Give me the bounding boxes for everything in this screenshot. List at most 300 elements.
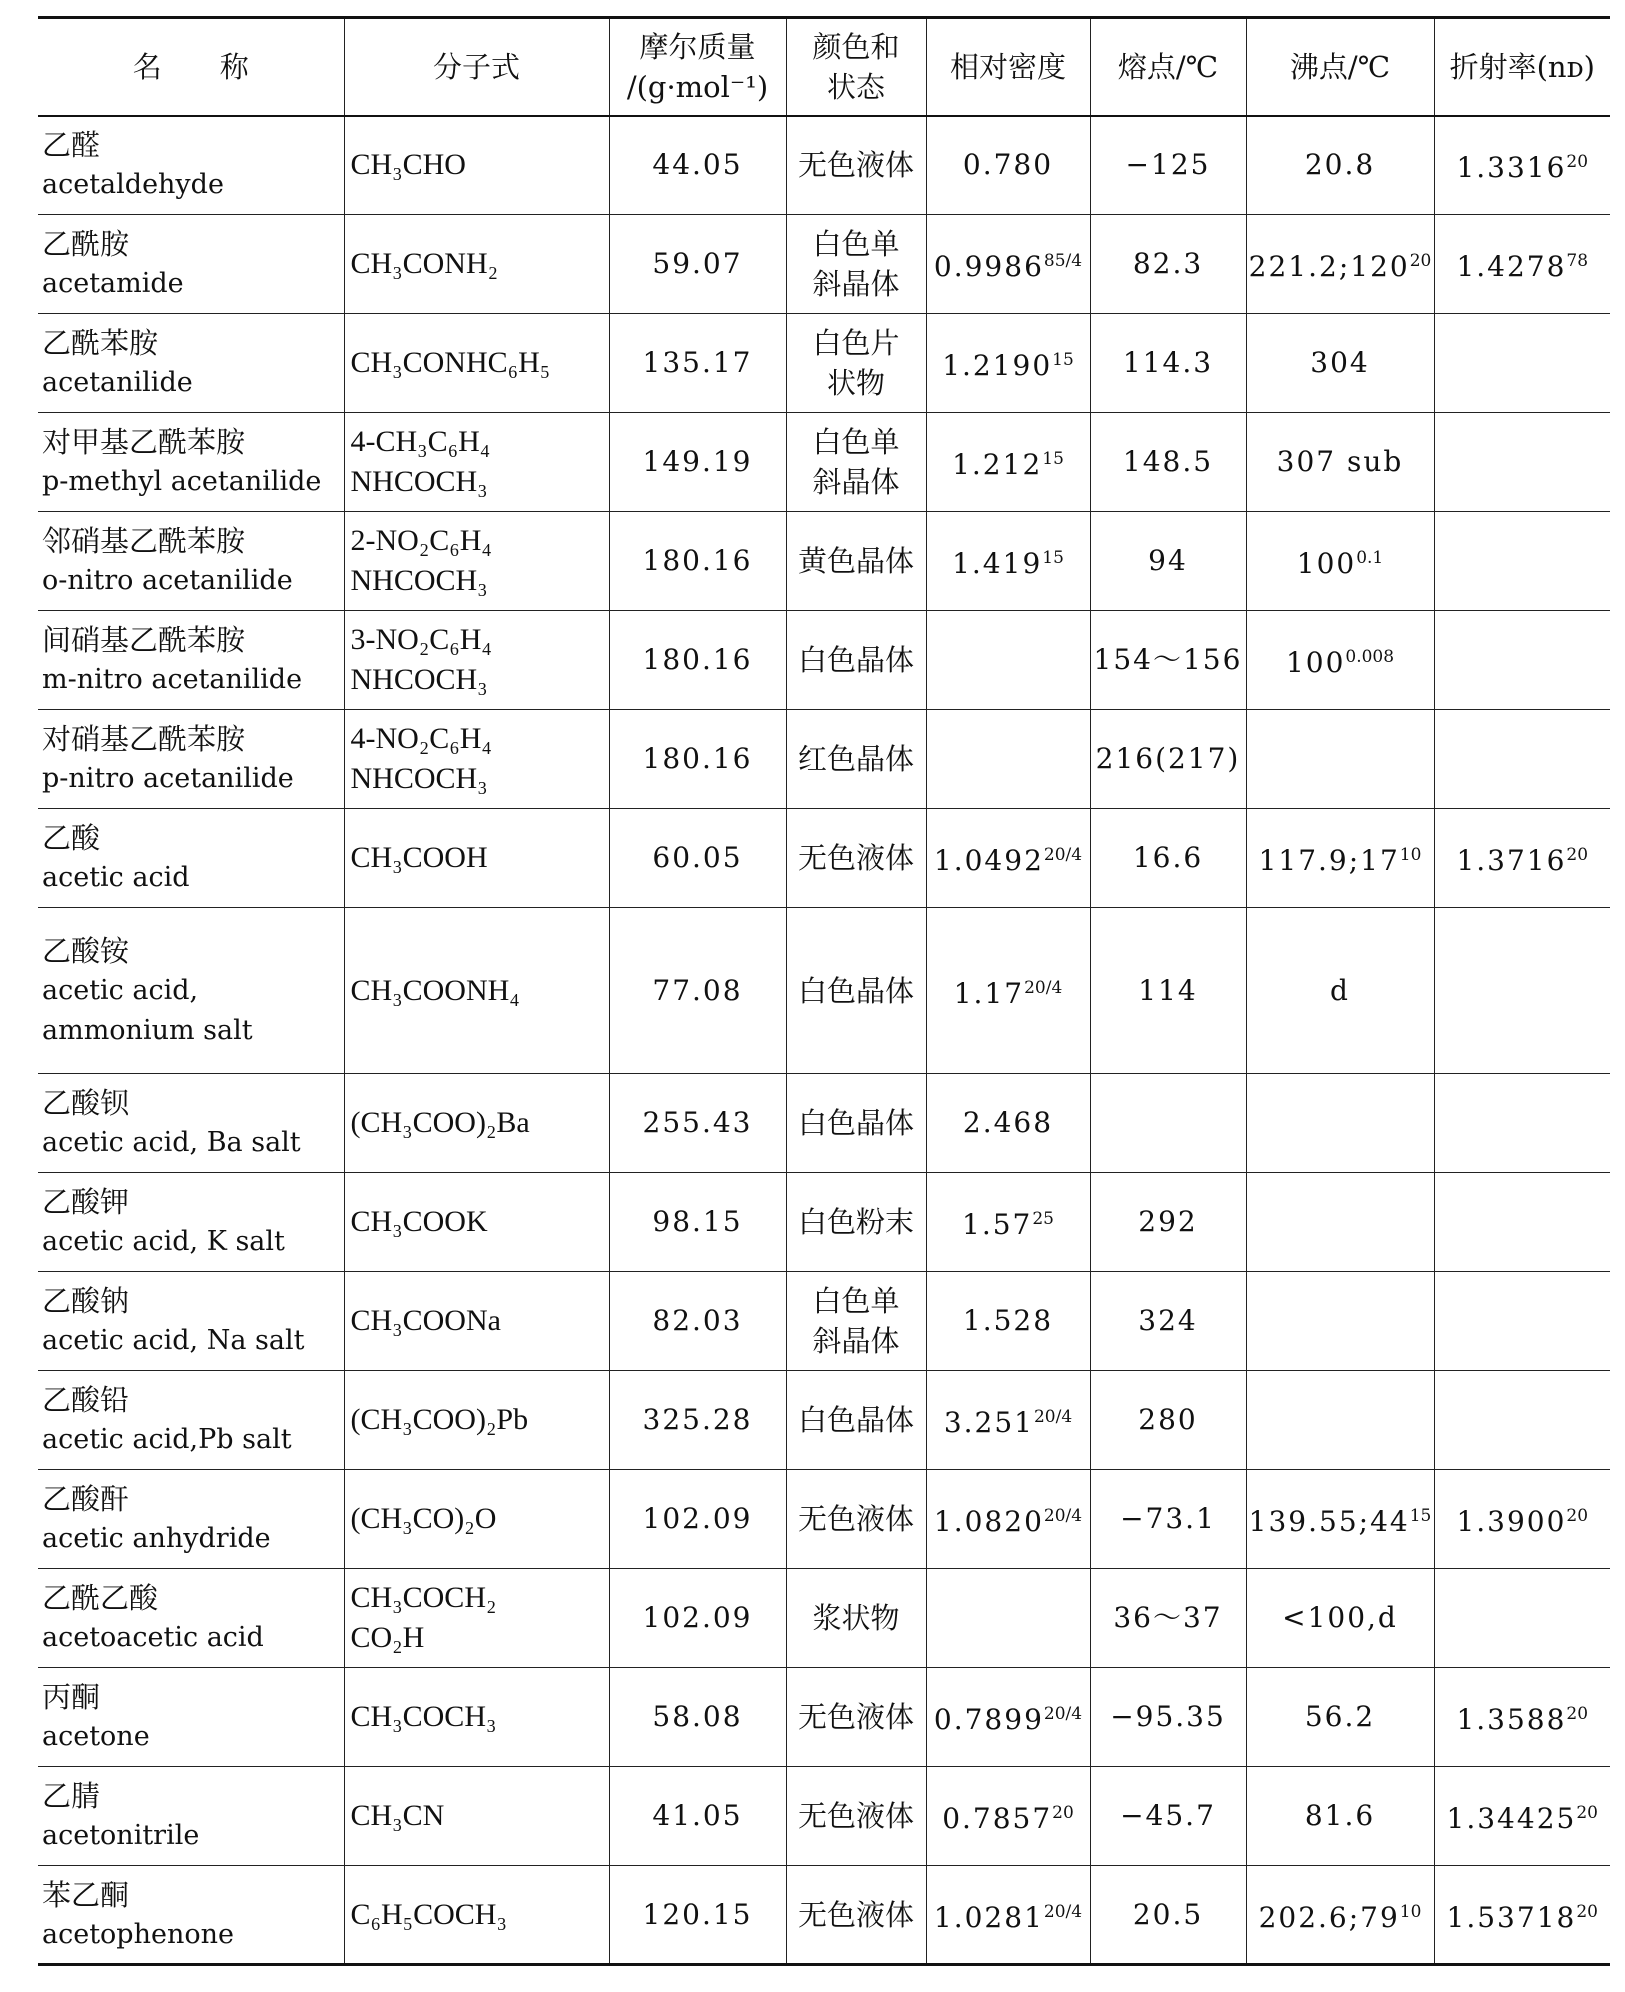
density-condition: 20: [1052, 1803, 1074, 1823]
cell-name: [38, 1173, 344, 1272]
refractive-index-value: 1.34425: [1446, 1802, 1577, 1835]
chinese-name: 乙酸铵: [42, 933, 130, 968]
refractive-index-value: 1.3900: [1456, 1505, 1567, 1538]
refractive-index-condition: 20: [1566, 1506, 1589, 1526]
molar-mass-value: 180.16: [642, 643, 753, 676]
cell-density: [926, 215, 1090, 314]
density-value: 1.0492: [933, 844, 1044, 877]
cell-refractive-index: [1434, 908, 1610, 1074]
melting-point-value: −45.7: [1120, 1799, 1216, 1832]
melting-point-value: −125: [1125, 148, 1211, 182]
color-state-text: 无色液体: [797, 1700, 914, 1734]
cell-molar-mass: [609, 1173, 786, 1272]
cell-name: [38, 611, 344, 710]
chinese-name: 间硝基乙酰苯胺: [42, 623, 246, 657]
boiling-point-value: 100: [1296, 547, 1357, 580]
cell-melting-point: [1090, 809, 1246, 908]
molar-mass-value: 325.28: [642, 1403, 753, 1436]
table-row: [38, 1470, 1610, 1569]
color-state-text: 白色单 斜晶体: [812, 425, 900, 499]
refractive-index-value: 1.53718: [1446, 1900, 1577, 1934]
cell-molar-mass: [609, 710, 786, 809]
cell-boiling-point: [1246, 314, 1434, 413]
melting-point-value: 114.3: [1122, 346, 1214, 379]
english-name: acetone: [42, 1721, 150, 1752]
molar-mass-value: 98.15: [652, 1205, 743, 1238]
cell-name: [38, 710, 344, 809]
density-value: 1.17: [953, 976, 1025, 1010]
cell-density: [926, 611, 1090, 710]
cell-boiling-point: [1246, 1767, 1434, 1866]
cell-density: [926, 1272, 1090, 1371]
header-melting-point: 熔点/℃: [1090, 18, 1246, 116]
boiling-point-value: d: [1330, 973, 1350, 1007]
cell-name: [38, 413, 344, 512]
cell-formula: [344, 710, 609, 809]
cell-boiling-point: [1246, 1866, 1434, 1965]
cell-color-state: [786, 710, 926, 809]
refractive-index-value: 1.4278: [1456, 250, 1567, 283]
formula-text: 2-NO₂C₆H₄ NHCOCH₃: [350, 524, 492, 597]
cell-color-state: [786, 1272, 926, 1371]
header-density: 相对密度: [926, 18, 1090, 116]
refractive-index-condition: 20: [1566, 1704, 1589, 1724]
cell-name: [38, 908, 344, 1074]
table-row: [38, 1866, 1610, 1965]
cell-density: [926, 710, 1090, 809]
melting-point-value: 114: [1138, 973, 1198, 1007]
formula-text: CH₃COCH₂ CO₂H: [350, 1581, 497, 1654]
cell-refractive-index: [1434, 611, 1610, 710]
boiling-point-value: 307 sub: [1276, 445, 1404, 478]
chinese-name: 对硝基乙酰苯胺: [42, 722, 246, 756]
cell-boiling-point: [1246, 908, 1434, 1074]
color-state-text: 白色片 状物: [812, 326, 900, 400]
cell-boiling-point: [1246, 1371, 1434, 1470]
cell-molar-mass: [609, 1272, 786, 1371]
cell-formula: [344, 1272, 609, 1371]
color-state-text: 浆状物: [812, 1601, 900, 1635]
cell-color-state: [786, 1371, 926, 1470]
density-condition: 15: [1042, 449, 1064, 469]
table-row: [38, 611, 1610, 710]
melting-point-value: 216(217): [1095, 742, 1241, 775]
cell-formula: [344, 1470, 609, 1569]
cell-refractive-index: [1434, 710, 1610, 809]
color-state-text: 无色液体: [797, 841, 914, 875]
properties-table: [38, 16, 1610, 1966]
cell-refractive-index: [1434, 1371, 1610, 1470]
color-state-text: 白色晶体: [797, 973, 914, 1008]
cell-color-state: [786, 1866, 926, 1965]
cell-boiling-point: [1246, 116, 1434, 215]
density-value: 2.468: [962, 1106, 1054, 1139]
color-state-text: 无色液体: [797, 1897, 914, 1932]
cell-color-state: [786, 1470, 926, 1569]
cell-molar-mass: [609, 1767, 786, 1866]
density-value: 1.528: [962, 1304, 1054, 1337]
melting-point-value: 16.6: [1132, 841, 1204, 874]
melting-point-value: 20.5: [1132, 1897, 1204, 1931]
cell-density: [926, 809, 1090, 908]
chinese-name: 对甲基乙酰苯胺: [42, 425, 246, 459]
formula-text: 4-NO₂C₆H₄ NHCOCH₃: [350, 722, 492, 795]
chinese-name: 乙酸铅: [42, 1383, 130, 1417]
chinese-name: 乙酸钠: [42, 1284, 130, 1318]
cell-melting-point: [1090, 116, 1246, 215]
cell-density: [926, 116, 1090, 215]
molar-mass-value: 120.15: [642, 1897, 753, 1931]
formula-text: C₆H₅COCH₃: [350, 1897, 507, 1931]
molar-mass-value: 82.03: [652, 1304, 743, 1337]
molar-mass-value: 41.05: [652, 1799, 743, 1832]
table-row: [38, 116, 1610, 215]
boiling-point-condition: 10: [1399, 1901, 1422, 1922]
cell-refractive-index: [1434, 1074, 1610, 1173]
molar-mass-value: 77.08: [652, 973, 743, 1007]
melting-point-value: 154～156: [1093, 643, 1243, 676]
cell-melting-point: [1090, 1470, 1246, 1569]
cell-name: [38, 512, 344, 611]
cell-density: [926, 1866, 1090, 1965]
cell-name: [38, 1767, 344, 1866]
chinese-name: 乙酸酐: [42, 1482, 130, 1516]
english-name: acetoacetic acid: [42, 1622, 264, 1653]
boiling-point-value: 100: [1285, 646, 1346, 679]
cell-refractive-index: [1434, 413, 1610, 512]
cell-color-state: [786, 1074, 926, 1173]
cell-refractive-index: [1434, 314, 1610, 413]
english-name: p-methyl acetanilide: [42, 466, 322, 497]
molar-mass-value: 60.05: [652, 841, 743, 874]
color-state-text: 白色晶体: [797, 1106, 914, 1140]
cell-boiling-point: [1246, 1569, 1434, 1668]
molar-mass-value: 102.09: [642, 1502, 753, 1535]
cell-name: [38, 1668, 344, 1767]
cell-boiling-point: [1246, 413, 1434, 512]
cell-refractive-index: [1434, 215, 1610, 314]
cell-refractive-index: [1434, 1668, 1610, 1767]
density-value: 0.9986: [933, 250, 1044, 283]
table-row: [38, 314, 1610, 413]
cell-molar-mass: [609, 1866, 786, 1965]
chinese-name: 乙酸钾: [42, 1185, 130, 1219]
table-row: [38, 215, 1610, 314]
density-value: 0.7857: [942, 1802, 1053, 1835]
cell-color-state: [786, 908, 926, 1074]
cell-refractive-index: [1434, 1866, 1610, 1965]
english-name: o-nitro acetanilide: [42, 565, 293, 596]
header-formula: 分子式: [344, 18, 609, 116]
boiling-point-value: 304: [1310, 346, 1370, 379]
color-state-text: 白色晶体: [797, 1403, 914, 1437]
cell-boiling-point: [1246, 1668, 1434, 1767]
english-name: acetonitrile: [42, 1820, 200, 1851]
molar-mass-value: 135.17: [642, 346, 753, 379]
cell-name: [38, 1470, 344, 1569]
molar-mass-value: 180.16: [642, 544, 753, 577]
cell-molar-mass: [609, 1470, 786, 1569]
cell-molar-mass: [609, 215, 786, 314]
cell-formula: [344, 1866, 609, 1965]
cell-formula: [344, 215, 609, 314]
cell-name: [38, 1569, 344, 1668]
header-name: 名 称: [38, 18, 344, 116]
cell-boiling-point: [1246, 1173, 1434, 1272]
english-name: acetic acid, ammonium salt: [42, 974, 253, 1046]
cell-refractive-index: [1434, 116, 1610, 215]
molar-mass-value: 180.16: [642, 742, 753, 775]
boiling-point-value: 139.55;44: [1248, 1505, 1410, 1538]
melting-point-value: 36～37: [1113, 1601, 1223, 1634]
cell-molar-mass: [609, 1371, 786, 1470]
cell-density: [926, 1371, 1090, 1470]
chinese-name: 乙酸: [42, 821, 101, 855]
cell-color-state: [786, 611, 926, 710]
cell-melting-point: [1090, 1074, 1246, 1173]
density-value: 1.2190: [942, 349, 1053, 382]
english-name: acetanilide: [42, 367, 193, 398]
density-condition: 20/4: [1043, 1704, 1083, 1724]
formula-text: CH₃CN: [350, 1799, 445, 1832]
molar-mass-value: 149.19: [642, 445, 753, 478]
cell-melting-point: [1090, 1371, 1246, 1470]
header-color-state: 颜色和 状态: [786, 18, 926, 116]
table-row: [38, 809, 1610, 908]
molar-mass-value: 44.05: [652, 148, 743, 182]
cell-molar-mass: [609, 116, 786, 215]
cell-density: [926, 314, 1090, 413]
table-row: [38, 1569, 1610, 1668]
cell-name: [38, 1074, 344, 1173]
chinese-name: 乙酰胺: [42, 227, 130, 261]
english-name: acetophenone: [42, 1918, 234, 1950]
melting-point-value: 280: [1138, 1403, 1198, 1436]
refractive-index-value: 1.3588: [1456, 1703, 1567, 1736]
cell-formula: [344, 809, 609, 908]
cell-melting-point: [1090, 413, 1246, 512]
color-state-text: 白色粉末: [797, 1205, 914, 1239]
cell-formula: [344, 1074, 609, 1173]
formula-text: (CH₃COO)₂Pb: [350, 1403, 529, 1436]
english-name: acetaldehyde: [42, 169, 224, 201]
table-row: [38, 512, 1610, 611]
formula-text: CH₃COOK: [350, 1205, 488, 1238]
cell-formula: [344, 1569, 609, 1668]
boiling-point-condition: 0.008: [1345, 647, 1395, 667]
cell-molar-mass: [609, 1668, 786, 1767]
boiling-point-value: 117.9;17: [1258, 844, 1400, 877]
chinese-name: 丙酮: [42, 1680, 101, 1714]
cell-formula: [344, 908, 609, 1074]
chinese-name: 乙酰苯胺: [42, 326, 159, 360]
cell-name: [38, 1272, 344, 1371]
cell-molar-mass: [609, 611, 786, 710]
cell-melting-point: [1090, 1569, 1246, 1668]
english-name: acetic acid, K salt: [42, 1226, 285, 1257]
table-row: [38, 1272, 1610, 1371]
cell-molar-mass: [609, 1569, 786, 1668]
cell-molar-mass: [609, 314, 786, 413]
cell-density: [926, 512, 1090, 611]
density-value: 0.7899: [933, 1703, 1044, 1736]
density-condition: 15: [1052, 350, 1074, 370]
cell-melting-point: [1090, 710, 1246, 809]
color-state-text: 无色液体: [797, 148, 914, 183]
cell-refractive-index: [1434, 1470, 1610, 1569]
english-name: acetic acid,Pb salt: [42, 1424, 292, 1455]
density-condition: 20/4: [1043, 1901, 1083, 1922]
boiling-point-value: <100,d: [1282, 1601, 1398, 1634]
color-state-text: 无色液体: [797, 1502, 914, 1536]
table-body: [38, 116, 1610, 1965]
table-row: [38, 1173, 1610, 1272]
cell-formula: [344, 314, 609, 413]
formula-text: CH₃CONH₂: [350, 247, 499, 280]
table-row: [38, 413, 1610, 512]
cell-melting-point: [1090, 1272, 1246, 1371]
cell-molar-mass: [609, 1074, 786, 1173]
cell-melting-point: [1090, 1767, 1246, 1866]
density-value: 1.419: [952, 547, 1043, 580]
table-row: [38, 1767, 1610, 1866]
refractive-index-condition: 20: [1566, 152, 1589, 173]
table-row: [38, 710, 1610, 809]
chinese-name: 乙醛: [42, 128, 101, 163]
cell-boiling-point: [1246, 1470, 1434, 1569]
cell-boiling-point: [1246, 1074, 1434, 1173]
english-name: acetic acid: [42, 862, 190, 893]
table-row: [38, 1074, 1610, 1173]
boiling-point-condition: 15: [1409, 1506, 1432, 1526]
cell-density: [926, 908, 1090, 1074]
cell-boiling-point: [1246, 215, 1434, 314]
header-molar-mass: 摩尔质量 /(g·mol⁻¹): [609, 18, 786, 116]
density-value: 1.57: [962, 1208, 1033, 1241]
refractive-index-condition: 20: [1576, 1803, 1598, 1823]
formula-text: CH₃COONH₄: [350, 973, 520, 1007]
boiling-point-condition: 0.1: [1356, 548, 1384, 568]
cell-formula: [344, 611, 609, 710]
density-condition: 20/4: [1024, 977, 1063, 998]
cell-color-state: [786, 512, 926, 611]
formula-text: CH₃CHO: [350, 148, 466, 182]
cell-color-state: [786, 1173, 926, 1272]
color-state-text: 白色单 斜晶体: [812, 1284, 900, 1358]
chinese-name: 乙腈: [42, 1779, 101, 1813]
english-name: m-nitro acetanilide: [42, 664, 303, 695]
cell-color-state: [786, 1569, 926, 1668]
cell-melting-point: [1090, 1173, 1246, 1272]
cell-color-state: [786, 215, 926, 314]
density-value: 1.212: [952, 448, 1043, 481]
color-state-text: 白色晶体: [797, 643, 914, 677]
cell-refractive-index: [1434, 1569, 1610, 1668]
melting-point-value: 292: [1138, 1205, 1198, 1238]
density-condition: 15: [1042, 548, 1064, 568]
cell-refractive-index: [1434, 1767, 1610, 1866]
refractive-index-value: 1.3316: [1456, 151, 1567, 185]
boiling-point-value: 81.6: [1304, 1799, 1376, 1832]
table-row: [38, 1668, 1610, 1767]
molar-mass-value: 102.09: [642, 1601, 753, 1634]
melting-point-value: −95.35: [1110, 1700, 1226, 1733]
table-row: [38, 908, 1610, 1074]
melting-point-value: −73.1: [1120, 1502, 1216, 1535]
refractive-index-value: 1.3716: [1456, 844, 1567, 877]
refractive-index-condition: 78: [1566, 251, 1589, 271]
formula-text: CH₃CONHC₆H₅: [350, 346, 551, 379]
color-state-text: 白色单 斜晶体: [812, 227, 900, 301]
cell-density: [926, 1767, 1090, 1866]
cell-name: [38, 809, 344, 908]
color-state-text: 红色晶体: [797, 742, 914, 776]
cell-density: [926, 1074, 1090, 1173]
boiling-point-value: 202.6;79: [1258, 1900, 1400, 1934]
boiling-point-condition: 10: [1399, 845, 1422, 865]
english-name: acetamide: [42, 268, 184, 299]
cell-formula: [344, 1173, 609, 1272]
cell-refractive-index: [1434, 809, 1610, 908]
cell-molar-mass: [609, 809, 786, 908]
cell-melting-point: [1090, 908, 1246, 1074]
cell-boiling-point: [1246, 710, 1434, 809]
cell-formula: [344, 1767, 609, 1866]
cell-boiling-point: [1246, 1272, 1434, 1371]
refractive-index-condition: 20: [1576, 1901, 1598, 1922]
chinese-name: 乙酰乙酸: [42, 1581, 159, 1615]
cell-density: [926, 1173, 1090, 1272]
cell-name: [38, 116, 344, 215]
density-condition: 20/4: [1033, 1407, 1073, 1427]
cell-formula: [344, 1668, 609, 1767]
chinese-name: 苯乙酮: [42, 1877, 130, 1912]
cell-density: [926, 1470, 1090, 1569]
formula-text: (CH₃COO)₂Ba: [350, 1106, 530, 1139]
formula-text: CH₃COOH: [350, 841, 488, 874]
cell-color-state: [786, 1668, 926, 1767]
molar-mass-value: 255.43: [642, 1106, 753, 1139]
density-value: 3.251: [943, 1406, 1034, 1439]
cell-formula: [344, 116, 609, 215]
formula-text: CH₃COONa: [350, 1304, 501, 1337]
cell-molar-mass: [609, 512, 786, 611]
density-value: 1.0281: [933, 1900, 1044, 1934]
cell-name: [38, 1371, 344, 1470]
header-row: [38, 18, 1610, 116]
cell-name: [38, 1866, 344, 1965]
density-condition: 20/4: [1043, 845, 1083, 865]
formula-text: 4-CH₃C₆H₄ NHCOCH₃: [350, 425, 491, 498]
boiling-point-value: 20.8: [1304, 148, 1376, 182]
melting-point-value: 324: [1138, 1304, 1198, 1337]
cell-refractive-index: [1434, 1173, 1610, 1272]
density-condition: 20/4: [1043, 1506, 1083, 1526]
cell-density: [926, 413, 1090, 512]
cell-boiling-point: [1246, 611, 1434, 710]
density-condition: 85/4: [1043, 251, 1083, 271]
melting-point-value: 82.3: [1132, 247, 1204, 280]
properties-table-container: [38, 16, 1610, 1966]
english-name: acetic acid, Na salt: [42, 1325, 305, 1356]
cell-melting-point: [1090, 611, 1246, 710]
cell-molar-mass: [609, 908, 786, 1074]
cell-molar-mass: [609, 413, 786, 512]
cell-name: [38, 314, 344, 413]
cell-density: [926, 1668, 1090, 1767]
cell-boiling-point: [1246, 512, 1434, 611]
cell-melting-point: [1090, 1668, 1246, 1767]
